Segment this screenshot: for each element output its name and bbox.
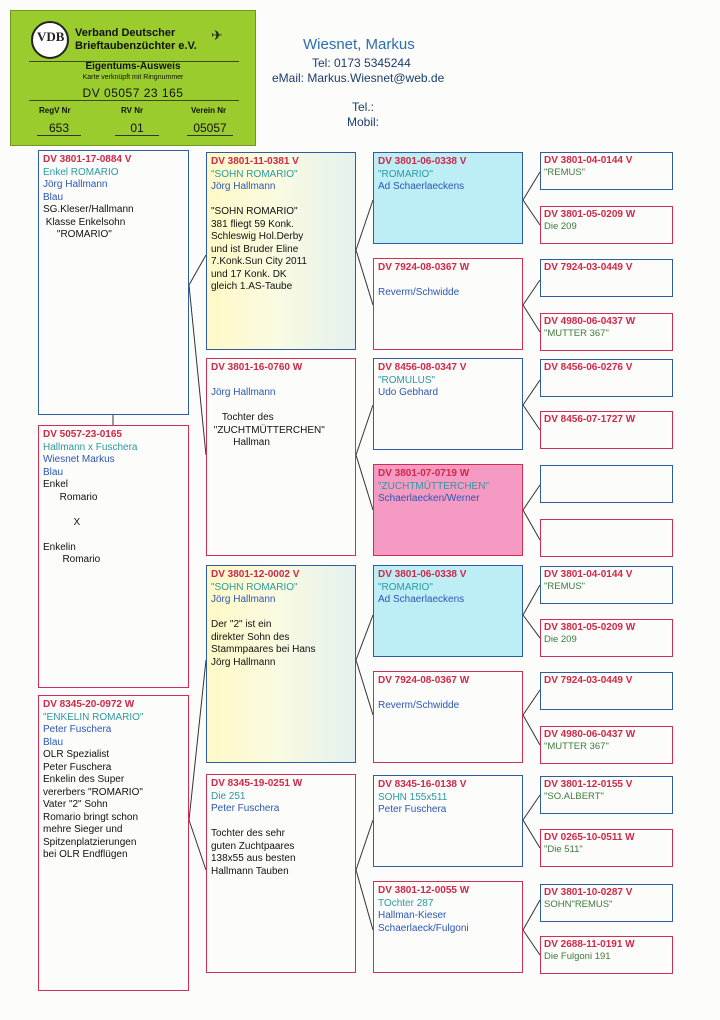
- pigeon-detail-line: vererbers "ROMARIO": [43, 786, 143, 798]
- pigeon-detail-line: Hallman-Kieser: [378, 910, 447, 921]
- ring-number: DV 0265-10-0511 W: [544, 832, 635, 843]
- pigeon-detail-line: [211, 607, 351, 620]
- pigeon-detail-line: Romario: [43, 554, 101, 565]
- ring-number: DV 7924-03-0449 V: [544, 675, 633, 686]
- gen1-pigeon-card: [38, 695, 189, 991]
- pigeon-detail-line: Romario: [43, 491, 98, 503]
- pigeon-detail-line: Hallmann Tauben: [211, 865, 289, 877]
- pigeon-detail-line: Wiesnet Markus: [43, 454, 115, 465]
- gen3-pigeon-card: [373, 258, 523, 350]
- pigeon-detail-line: Udo Gebhard: [378, 387, 439, 398]
- pigeon-detail-line: 7.Konk.Sun City 2011: [211, 256, 307, 267]
- ring-number: DV 8456-08-0347 V: [378, 362, 467, 373]
- owner-name: Wiesnet, Markus: [303, 36, 415, 53]
- pigeon-detail-line: und ist Bruder Eline: [211, 243, 299, 255]
- pigeon-detail-line: "MUTTER 367": [544, 741, 609, 752]
- ring-number: DV 3801-12-0155 V: [544, 779, 633, 790]
- gen3-pigeon-card: [373, 881, 523, 973]
- gen4-pigeon-card: [540, 672, 673, 710]
- card-subtitle: Karte verknüpft mit Ringnummer: [82, 74, 184, 81]
- gen3-pigeon-card: [373, 775, 523, 867]
- pigeon-detail-line: [211, 816, 351, 829]
- pigeon-detail-line: Enkelin des Super: [43, 774, 125, 785]
- gen4-pigeon-card: [540, 936, 673, 974]
- gen4-pigeon-card: [540, 411, 673, 449]
- card-verein-value: 05057: [187, 121, 233, 136]
- pigeon-detail-line: 381 fliegt 59 Konk.: [211, 218, 294, 230]
- ring-number: DV 3801-06-0338 V: [378, 156, 467, 167]
- pigeon-detail-line: "ZUCHTMÜTTERCHEN": [211, 424, 325, 436]
- gen3-pigeon-card: [373, 152, 523, 244]
- gen4-pigeon-card: [540, 206, 673, 244]
- pigeon-detail-line: Blau: [43, 736, 64, 748]
- ring-number: DV 3801-05-0209 W: [544, 622, 636, 633]
- tel-label: Tel.:: [352, 100, 375, 114]
- ring-number: DV 5057-23-0165: [43, 429, 122, 440]
- pigeon-detail-line: Die 251: [211, 790, 246, 802]
- ring-number: DV 3801-10-0287 V: [544, 887, 633, 898]
- pigeon-detail-line: [378, 275, 518, 288]
- pigeon-detail-line: Peter Fuschera: [211, 803, 280, 814]
- gen3-pigeon-card: [373, 671, 523, 763]
- ring-number: DV 4980-06-0437 W: [544, 316, 636, 327]
- ring-number: DV 7924-03-0449 V: [544, 262, 633, 273]
- pigeon-detail-line: Jörg Hallmann: [211, 594, 276, 605]
- ring-number: DV 3801-17-0884 V: [43, 154, 132, 165]
- pigeon-detail-line: 138x55 aus besten: [211, 853, 296, 864]
- pigeon-detail-line: gleich 1.AS-Taube: [211, 281, 293, 292]
- pigeon-detail-line: "SOHN ROMARIO": [211, 168, 298, 180]
- pigeon-detail-line: Enkel: [43, 479, 69, 490]
- pigeon-detail-line: guten Zuchtpaares: [211, 840, 295, 852]
- owner-email: eMail: Markus.Wiesnet@web.de: [272, 71, 445, 85]
- pigeon-detail-line: "REMUS": [544, 167, 586, 178]
- pigeon-detail-line: Enkelin: [43, 541, 76, 553]
- ring-number: DV 3801-11-0381 V: [211, 156, 299, 167]
- card-regv-label: RegV Nr: [39, 106, 71, 115]
- pigeon-detail-line: SOHN 155x511: [378, 791, 448, 803]
- ring-number: DV 7924-08-0367 W: [378, 262, 470, 273]
- pigeon-detail-line: "SO.ALBERT": [544, 791, 604, 802]
- pigeon-detail-line: TOchter 287: [378, 897, 434, 909]
- ring-number: DV 8456-06-0276 V: [544, 362, 633, 373]
- ring-number: DV 8456-07-1727 W: [544, 414, 636, 425]
- ring-number: DV 3801-04-0144 V: [544, 155, 633, 166]
- pigeon-detail-line: "SOHN ROMARIO": [211, 581, 298, 593]
- gen4-pigeon-card: [540, 829, 673, 867]
- card-org-line2: Brieftaubenzüchter e.V.: [75, 40, 197, 52]
- gen2-pigeon-card: [206, 152, 356, 350]
- ring-number: DV 4980-06-0437 W: [544, 729, 636, 740]
- gen4-pigeon-card: [540, 884, 673, 922]
- card-rv-label: RV Nr: [121, 106, 144, 115]
- gen3-pigeon-card: [373, 565, 523, 657]
- pigeon-detail-line: Die 209: [544, 221, 577, 232]
- pigeon-detail-line: [211, 400, 351, 413]
- ring-number: DV 3801-06-0338 V: [378, 569, 467, 580]
- pigeon-detail-line: Blau: [43, 466, 64, 478]
- pigeon-detail-line: "ROMULUS": [378, 374, 436, 386]
- pigeon-detail-line: "ZUCHTMÜTTERCHEN": [378, 480, 489, 492]
- gen3-pigeon-card: [373, 464, 523, 556]
- pigeon-detail-line: Jörg Hallmann: [43, 179, 108, 190]
- gen4-pigeon-card: [540, 465, 673, 503]
- pigeon-detail-line: Ad Schaerlaeckens: [378, 594, 465, 605]
- pigeon-detail-line: Reverm/Schwidde: [378, 287, 460, 298]
- pigeon-detail-line: "REMUS": [544, 581, 586, 592]
- gen3-pigeon-card: [373, 358, 523, 450]
- mobil-label: Mobil:: [347, 115, 380, 129]
- pigeon-detail-line: SG.Kleser/Hallmann: [43, 204, 134, 215]
- pigeon-detail-line: "ROMARIO": [378, 581, 433, 593]
- pigeon-detail-line: Die Fulgoni 191: [544, 951, 611, 962]
- pigeon-detail-line: Tochter des: [211, 412, 274, 423]
- pigeon-detail-line: Enkel ROMARIO: [43, 166, 119, 178]
- ring-number: DV 8345-19-0251 W: [211, 778, 303, 789]
- pigeon-detail-line: Schaerlaeck/Fulgoni: [378, 922, 469, 934]
- pigeon-detail-line: "ENKELIN ROMARIO": [43, 711, 144, 723]
- pigeon-detail-line: "SOHN ROMARIO": [211, 206, 298, 217]
- gen4-pigeon-card: [540, 259, 673, 297]
- pigeon-detail-line: Tochter des sehr: [211, 828, 285, 839]
- ring-number: DV 3801-05-0209 W: [544, 209, 636, 220]
- pigeon-detail-line: Peter Fuschera: [43, 724, 112, 735]
- ring-number: DV 8345-16-0138 V: [378, 779, 467, 790]
- pigeon-detail-line: "ROMARIO": [378, 168, 433, 180]
- card-regv-value: 653: [37, 121, 81, 136]
- pigeon-detail-line: Peter Fuschera: [43, 761, 112, 773]
- card-org-line1: Verband Deutscher: [75, 27, 176, 39]
- pigeon-detail-line: Hallmann x Fuschera: [43, 441, 138, 453]
- pigeon-detail-line: X: [43, 516, 81, 528]
- pigeon-detail-line: [211, 194, 351, 207]
- ring-number: DV 3801-12-0002 V: [211, 569, 300, 580]
- pigeon-detail-line: Blau: [43, 191, 64, 203]
- pigeon-detail-line: mehre Sieger und: [43, 824, 123, 835]
- pigeon-detail-line: Ad Schaerlaeckens: [378, 181, 465, 192]
- pigeon-detail-line: SOHN"REMUS": [544, 899, 613, 910]
- gen1-pigeon-card: [38, 150, 189, 415]
- gen2-pigeon-card: [206, 358, 356, 556]
- owner-phone: Tel: 0173 5345244: [312, 56, 411, 70]
- pigeon-detail-line: Stammpaares bei Hans: [211, 644, 316, 655]
- pigeon-detail-line: "MUTTER 367": [544, 328, 609, 339]
- ring-number: DV 3801-07-0719 W: [378, 468, 470, 479]
- ring-number: DV 3801-04-0144 V: [544, 569, 633, 580]
- pigeon-detail-line: Spitzenplatzierungen: [43, 836, 137, 848]
- pigeon-detail-line: "ROMARIO": [43, 229, 112, 240]
- association-logo-icon: VDB: [31, 21, 69, 59]
- gen2-pigeon-card: [206, 565, 356, 763]
- pigeon-detail-line: direkter Sohn des: [211, 631, 290, 643]
- pigeon-detail-line: und 17 Konk. DK: [211, 268, 287, 280]
- gen4-pigeon-card: [540, 566, 673, 604]
- pigeon-detail-line: Reverm/Schwidde: [378, 700, 460, 711]
- gen2-pigeon-card: [206, 774, 356, 973]
- gen4-pigeon-card: [540, 152, 673, 190]
- pigeon-detail-line: Schaerlaecken/Werner: [378, 493, 480, 504]
- ring-number: DV 7924-08-0367 W: [378, 675, 470, 686]
- pigeon-detail-line: Die 209: [544, 634, 577, 645]
- gen4-pigeon-card: [540, 519, 673, 557]
- ring-number: DV 8345-20-0972 W: [43, 699, 135, 710]
- pigeon-detail-line: "Die 511": [544, 844, 583, 855]
- card-title: Eigentums-Ausweis: [85, 61, 181, 72]
- pigeon-detail-line: Romario bringt schon: [43, 811, 139, 823]
- pigeon-detail-line: Peter Fuschera: [378, 804, 447, 815]
- gen4-pigeon-card: [540, 726, 673, 764]
- pigeon-detail-line: Vater "2" Sohn: [43, 799, 108, 810]
- gen1-pigeon-card: [38, 425, 189, 688]
- pigeon-detail-line: [211, 375, 351, 388]
- pigeon-detail-line: OLR Spezialist: [43, 749, 110, 760]
- pigeon-detail-line: Jörg Hallmann: [211, 656, 276, 668]
- pigeon-detail-line: Hallman: [211, 437, 270, 448]
- pigeon-detail-line: Klasse Enkelsohn: [43, 216, 126, 228]
- pigeon-detail-line: [43, 529, 184, 542]
- ring-number: DV 3801-16-0760 W: [211, 362, 303, 373]
- gen4-pigeon-card: [540, 359, 673, 397]
- gen4-pigeon-card: [540, 313, 673, 351]
- pigeon-detail-line: [43, 504, 184, 517]
- pigeon-detail-line: Jörg Hallmann: [211, 181, 276, 192]
- pigeon-detail-line: bei OLR Endflügen: [43, 849, 128, 860]
- card-rv-value: 01: [115, 121, 159, 136]
- pigeon-detail-line: Jörg Hallmann: [211, 387, 276, 398]
- card-verein-label: Verein Nr: [191, 106, 227, 115]
- gen4-pigeon-card: [540, 776, 673, 814]
- pigeon-detail-line: Der "2" ist ein: [211, 619, 272, 630]
- pigeon-detail-line: [378, 688, 518, 701]
- pigeon-detail-line: Schleswig Hol.Derby: [211, 231, 304, 242]
- pigeon-icon: ✈: [211, 27, 223, 43]
- gen4-pigeon-card: [540, 619, 673, 657]
- card-ring-number: DV 05057 23 165: [82, 86, 184, 100]
- ring-number: DV 2688-11-0191 W: [544, 939, 635, 950]
- ring-number: DV 3801-12-0055 W: [378, 885, 470, 896]
